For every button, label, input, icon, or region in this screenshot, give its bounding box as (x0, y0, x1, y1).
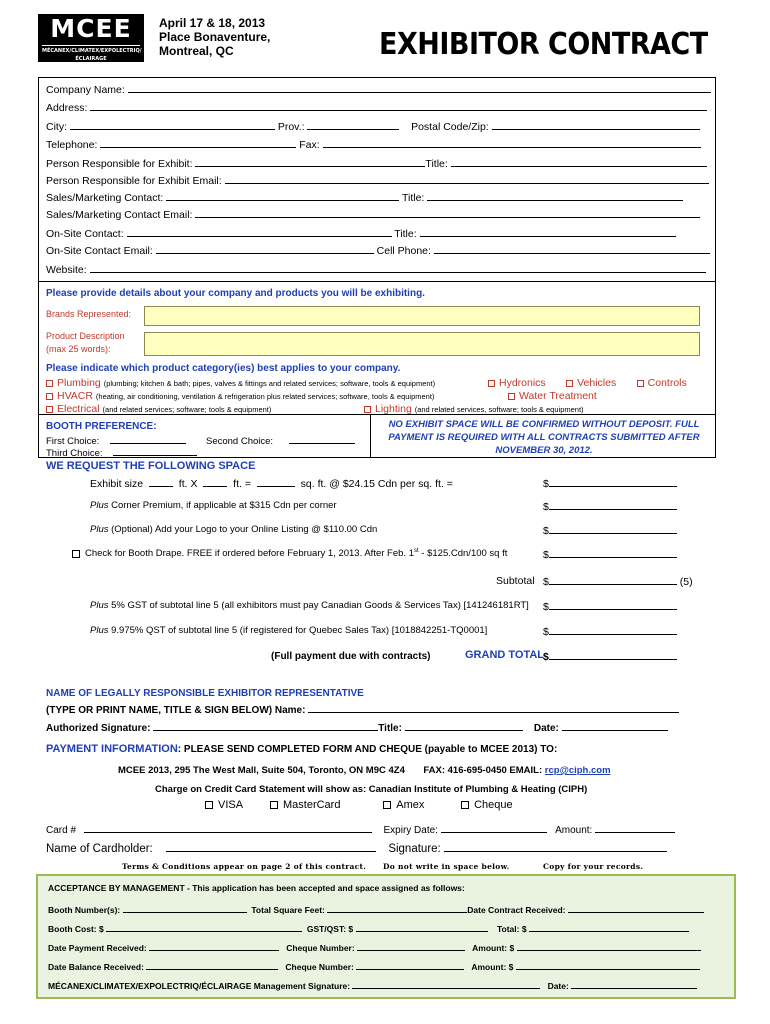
grand-total-amount: $ (543, 650, 677, 663)
acc-total-field[interactable] (529, 922, 689, 932)
city-field[interactable] (70, 120, 275, 130)
telephone-row (46, 138, 701, 151)
acceptance-section (36, 874, 736, 999)
logo-plus: Plus (90, 524, 109, 535)
address-label: Address: (46, 102, 88, 114)
acceptance-row-4 (48, 960, 700, 972)
sales-contact-label: Sales/Marketing Contact: (46, 192, 164, 204)
electrical-checkbox[interactable] (46, 406, 53, 413)
amex-checkbox[interactable] (383, 801, 391, 809)
title-field-1[interactable] (451, 157, 707, 167)
acceptance-row-2 (48, 922, 689, 934)
plumbing-label: Plumbing (57, 377, 101, 389)
event-date: April 17 & 18, 2013 (159, 16, 266, 30)
acc-total-label: Total: $ (496, 924, 527, 934)
no-write-note: Do not write in space below. (383, 862, 510, 871)
cheque-number-label-2: Cheque Number: (285, 962, 354, 972)
card-statement-note: Charge on Credit Card Statement will show as: Canadian Institute of Plumbing & Heating (CIPH) (155, 784, 588, 795)
onsite-email-field[interactable] (156, 244, 374, 254)
exhibit-heading: Please provide details about your company and products you will be exhibiting. (46, 288, 425, 299)
drape-checkbox[interactable] (72, 550, 80, 558)
event-city: Montreal, QC (159, 44, 234, 58)
gst-row (90, 600, 529, 611)
fax-label: Fax: (299, 139, 320, 151)
city-label: City: (46, 121, 67, 133)
card-amount-field[interactable] (595, 823, 675, 833)
logo-amount: $ (543, 524, 677, 537)
sales-email-field[interactable] (195, 208, 700, 218)
subtotal-label: Subtotal (496, 575, 535, 587)
first-choice-label: First Choice: (46, 436, 100, 447)
prov-label: Prov.: (277, 121, 305, 133)
third-choice-field[interactable] (113, 446, 197, 456)
representative-heading: NAME OF LEGALLY RESPONSIBLE EXHIBITOR REPRESENTATIVE (46, 688, 364, 699)
authorized-signature-field[interactable] (153, 721, 378, 731)
size-x-label: ft. X (178, 478, 198, 490)
acc-amount-field-1[interactable] (517, 941, 701, 951)
cheque-number-field-1[interactable] (357, 941, 465, 951)
acceptance-row-3 (48, 941, 701, 953)
exhibit-size-amount-field[interactable] (549, 477, 677, 487)
booth-cost-label: Booth Cost: $ (48, 924, 104, 934)
person-exhibit-field[interactable] (195, 157, 425, 167)
cell-label: Cell Phone: (376, 245, 431, 257)
mastercard-label: MasterCard (282, 799, 341, 811)
gst-amount-field[interactable] (549, 600, 677, 610)
onsite-contact-label: On-Site Contact: (46, 228, 124, 240)
title-label-1: Title: (425, 158, 448, 170)
onsite-contact-row (46, 227, 676, 240)
vehicles-label: Vehicles (577, 377, 617, 389)
person-exhibit-label: Person Responsible for Exhibit: (46, 158, 193, 170)
cheque-number-label-1: Cheque Number: (286, 943, 355, 953)
payment-fax: FAX: 416-695-0450 EMAIL: (423, 765, 543, 776)
cardholder-row (46, 842, 667, 855)
sales-contact-field[interactable] (166, 191, 399, 201)
date-contract-field[interactable] (568, 903, 704, 913)
expiry-field[interactable] (441, 823, 547, 833)
gst-plus: Plus (90, 600, 109, 611)
person-exhibit-row (46, 157, 707, 170)
company-name-row (46, 83, 711, 96)
rep-title-label: Title: (378, 723, 402, 734)
size-length-field[interactable] (203, 477, 227, 487)
size-width-field[interactable] (149, 477, 173, 487)
mgmt-date-field[interactable] (571, 979, 697, 989)
sales-email-row (46, 208, 700, 221)
electrical-label: Electrical (57, 403, 100, 415)
representative-name-field[interactable] (308, 703, 679, 713)
sales-email-label: Sales/Marketing Contact Email: (46, 209, 193, 221)
vehicles-checkbox[interactable] (566, 380, 573, 387)
corner-amount-field[interactable] (549, 500, 677, 510)
hydronics-checkbox[interactable] (488, 380, 495, 387)
authorized-signature-label: Authorized Signature: (46, 723, 151, 734)
category-row-2 (46, 390, 434, 402)
website-field[interactable] (90, 263, 706, 273)
brands-label: Brands Represented: (46, 309, 132, 319)
rep-date-label: Date: (533, 723, 559, 734)
payment-heading: PAYMENT INFORMATION (46, 743, 178, 755)
event-info (159, 16, 270, 58)
lighting-checkbox[interactable] (364, 406, 371, 413)
company-name-field[interactable] (128, 83, 711, 93)
product-label-line-2: (max 25 words): (46, 344, 111, 354)
representative-name-label: (TYPE OR PRINT NAME, TITLE & SIGN BELOW) Name: (46, 705, 306, 716)
fax-field[interactable] (323, 138, 701, 148)
logo-text: MCEE (50, 14, 132, 43)
title-field-2[interactable] (427, 191, 683, 201)
qst-amount-field[interactable] (549, 625, 677, 635)
corner-plus: Plus (90, 500, 109, 511)
product-description-field[interactable] (144, 332, 700, 356)
booth-numbers-field[interactable] (123, 903, 247, 913)
subtotal-ref: (5) (679, 576, 693, 588)
gst-qst-label: GST/QST: $ (306, 924, 354, 934)
category-row-1 (46, 377, 435, 389)
copy-note: Copy for your records. (543, 862, 644, 871)
date-balance-field[interactable] (146, 960, 278, 970)
total-space-field[interactable] (327, 903, 467, 913)
first-choice-field[interactable] (110, 434, 186, 444)
city-row (46, 120, 700, 133)
brands-field[interactable] (144, 306, 700, 326)
document-title: EXHIBITOR CONTRACT (379, 27, 708, 62)
amex-label: Amex (396, 799, 425, 811)
controls-checkbox[interactable] (637, 380, 644, 387)
mgmt-date-label: Date: (547, 981, 569, 991)
electrical-note: (and related services; software; tools & equipment) (102, 405, 272, 414)
water-treatment-label: Water Treatment (519, 390, 597, 402)
cardholder-field[interactable] (166, 842, 376, 852)
address-row (46, 101, 707, 114)
website-row (46, 263, 706, 276)
category-row-3-right (364, 403, 584, 415)
booth-cost-field[interactable] (106, 922, 302, 932)
corner-row (90, 500, 337, 511)
acceptance-row-1 (48, 903, 704, 915)
corner-label: Corner Premium, if applicable at $315 Cdn per corner (111, 500, 337, 511)
mcee-logo (38, 14, 144, 62)
logo-listing-label: (Optional) Add your Logo to your Online Listing @ $110.00 Cdn (111, 524, 378, 535)
grand-total-field[interactable] (549, 650, 677, 660)
hydronics-label: Hydronics (499, 377, 546, 389)
card-number-field[interactable] (84, 823, 372, 833)
cardholder-signature-label: Signature: (388, 843, 441, 855)
payment-email-link[interactable]: rcp@ciph.com (544, 765, 611, 776)
drape-rate: - $125.Cdn/100 sq ft (418, 548, 508, 560)
third-choice-label: Third Choice: (46, 448, 103, 459)
qst-amount: $ (543, 625, 677, 638)
visa-checkbox[interactable] (205, 801, 213, 809)
booth-divider (370, 415, 371, 458)
title-field-3[interactable] (420, 227, 676, 237)
lighting-label: Lighting (375, 403, 412, 415)
exhibit-size-amount: $ (543, 477, 677, 490)
qst-label: 9.975% QST of subtotal line 5 (if registered for Quebec Sales Tax) [1018842251-TQ0001] (111, 625, 488, 636)
date-contract-label: Date Contract Received: (467, 905, 566, 915)
onsite-email-label: On-Site Contact Email: (46, 245, 153, 257)
rep-date-field[interactable] (562, 721, 668, 731)
third-choice-row (46, 446, 197, 459)
second-choice-field[interactable] (289, 434, 355, 444)
logo-amount-field[interactable] (549, 524, 677, 534)
corner-amount: $ (543, 500, 677, 513)
hvacr-note: (heating, air conditioning, ventilation & refrigeration plus related services; software, tools & equipment) (95, 392, 435, 401)
gst-amount: $ (543, 600, 677, 613)
grand-total-label: GRAND TOTAL (465, 649, 545, 661)
event-venue: Place Bonaventure, (159, 30, 271, 44)
subtotal-field[interactable] (549, 575, 677, 585)
person-email-label: Person Responsible for Exhibit Email: (46, 175, 222, 187)
size-eq-label: ft. = (233, 478, 251, 490)
exhibit-size-label: Exhibit size (90, 478, 144, 490)
drape-row (72, 548, 507, 559)
payment-address: , 295 The West Mall, Suite 504, Toronto, ON M9C 4Z4 (169, 765, 405, 776)
product-label (46, 330, 125, 356)
category-row-3 (46, 403, 271, 415)
qst-row (90, 625, 487, 636)
payment-address-name: MCEE 2013 (118, 765, 170, 776)
date-balance-label: Date Balance Received: (48, 962, 144, 972)
telephone-label: Telephone: (46, 139, 98, 151)
card-number-label: Card # (46, 825, 77, 836)
logo-listing-row (90, 524, 377, 535)
card-type-row (205, 799, 513, 811)
postal-field[interactable] (492, 120, 700, 130)
second-choice-row (206, 434, 355, 447)
title-label-2: Title: (401, 192, 425, 204)
prov-field[interactable] (307, 120, 399, 130)
plumbing-checkbox[interactable] (46, 380, 53, 387)
mastercard-checkbox[interactable] (270, 801, 278, 809)
card-amount-label: Amount: (555, 825, 593, 836)
cheque-number-field-2[interactable] (356, 960, 464, 970)
water-treatment-checkbox[interactable] (508, 393, 515, 400)
acceptance-heading: ACCEPTANCE BY MANAGEMENT - This application has been accepted and space assigned as follows: (48, 883, 465, 893)
lighting-note: (and related services, software; tools & equipment) (414, 405, 584, 414)
subtotal-amount: $ (5) (543, 576, 693, 588)
hvacr-checkbox[interactable] (46, 393, 53, 400)
rep-title-field[interactable] (405, 721, 523, 731)
cardholder-signature-field[interactable] (444, 842, 667, 852)
product-label-line-1: Product Description (46, 331, 125, 341)
drape-label: Check for Booth Drape. FREE if ordered before February 1, 2013. After Feb. 1 (85, 548, 414, 560)
expiry-label: Expiry Date: (383, 825, 438, 836)
payment-instructions: : PLEASE SEND COMPLETED FORM AND CHEQUE (payable to MCEE 2013) TO: (177, 744, 558, 755)
person-email-row (46, 174, 709, 187)
full-payment-note: (Full payment due with contracts) (271, 651, 431, 662)
gst-qst-field[interactable] (356, 922, 488, 932)
second-choice-label: Second Choice: (206, 436, 274, 447)
sqft-field[interactable] (257, 477, 295, 487)
booth-numbers-label: Booth Number(s): (48, 905, 121, 915)
qst-plus: Plus (90, 625, 109, 636)
representative-name-row (46, 703, 679, 716)
acc-amount-label-1: Amount: $ (472, 943, 515, 953)
acc-amount-label-2: Amount: $ (471, 962, 514, 972)
category-row-2-right (508, 390, 597, 402)
date-payment-label: Date Payment Received: (48, 943, 147, 953)
sales-contact-row (46, 191, 683, 204)
cardholder-label: Name of Cardholder: (46, 843, 153, 855)
booth-heading: BOOTH PREFERENCE: (46, 421, 157, 432)
visa-label: VISA (218, 799, 243, 811)
cheque-checkbox[interactable] (461, 801, 469, 809)
cell-field[interactable] (434, 244, 710, 254)
drape-amount-field[interactable] (549, 548, 677, 558)
exhibit-size-row (90, 477, 453, 490)
company-name-label: Company Name: (46, 84, 125, 96)
rate-label: sq. ft. @ $24.15 Cdn per sq. ft. = (300, 478, 453, 490)
logo-subtext: MÉCANEX/CLIMATEX/EXPOLECTRIQ/ÉCLAIRAGE (42, 45, 140, 63)
onsite-contact-field[interactable] (127, 227, 392, 237)
card-number-row (46, 823, 675, 836)
hvacr-label: HVACR (57, 390, 93, 402)
booth-notice: NO EXHIBIT SPACE WILL BE CONFIRMED WITHOUT DEPOSIT. FULL PAYMENT IS REQUIRED WITH ALL CONTRACTS SUBMITTED AFTER NOVEMBER 30, 2012. (388, 419, 700, 456)
mgmt-signature-label: MÉCANEX/CLIMATEX/EXPOLECTRIQ/ÉCLAIRAGE Management Signature: (48, 981, 351, 991)
category-row-1-right (488, 377, 687, 389)
postal-label: Postal Code/Zip: (411, 121, 489, 133)
address-field[interactable] (90, 101, 707, 111)
date-payment-field[interactable] (149, 941, 279, 951)
authorized-signature-row (46, 721, 668, 734)
acc-amount-field-2[interactable] (516, 960, 700, 970)
terms-note: Terms & Conditions appear on page 2 of this contract. (122, 862, 367, 871)
telephone-field[interactable] (100, 138, 296, 148)
plumbing-note: (plumbing; kitchen & bath; pipes, valves & fittings and related services; software, tools & equipment) (103, 379, 436, 388)
mgmt-signature-field[interactable] (352, 979, 540, 989)
drape-amount: $ (543, 548, 677, 561)
category-heading: Please indicate which product category(ies) best applies to your company. (46, 363, 401, 374)
drape-sup: st (413, 548, 419, 554)
payment-heading-row (46, 743, 557, 755)
title-label-3: Title: (394, 228, 417, 240)
gst-label: 5% GST of subtotal line 5 (all exhibitors must pay Canadian Goods & Services Tax) [141246181RT] (111, 600, 529, 611)
website-label: Website: (46, 264, 87, 276)
person-email-field[interactable] (225, 174, 709, 184)
onsite-email-row (46, 244, 710, 257)
total-space-label: Total Square Feet: (251, 905, 325, 915)
payment-address-row (118, 765, 611, 776)
space-heading: WE REQUEST THE FOLLOWING SPACE (46, 460, 256, 472)
acceptance-row-5 (48, 979, 697, 991)
controls-label: Controls (647, 377, 687, 389)
cheque-label: Cheque (474, 799, 513, 811)
